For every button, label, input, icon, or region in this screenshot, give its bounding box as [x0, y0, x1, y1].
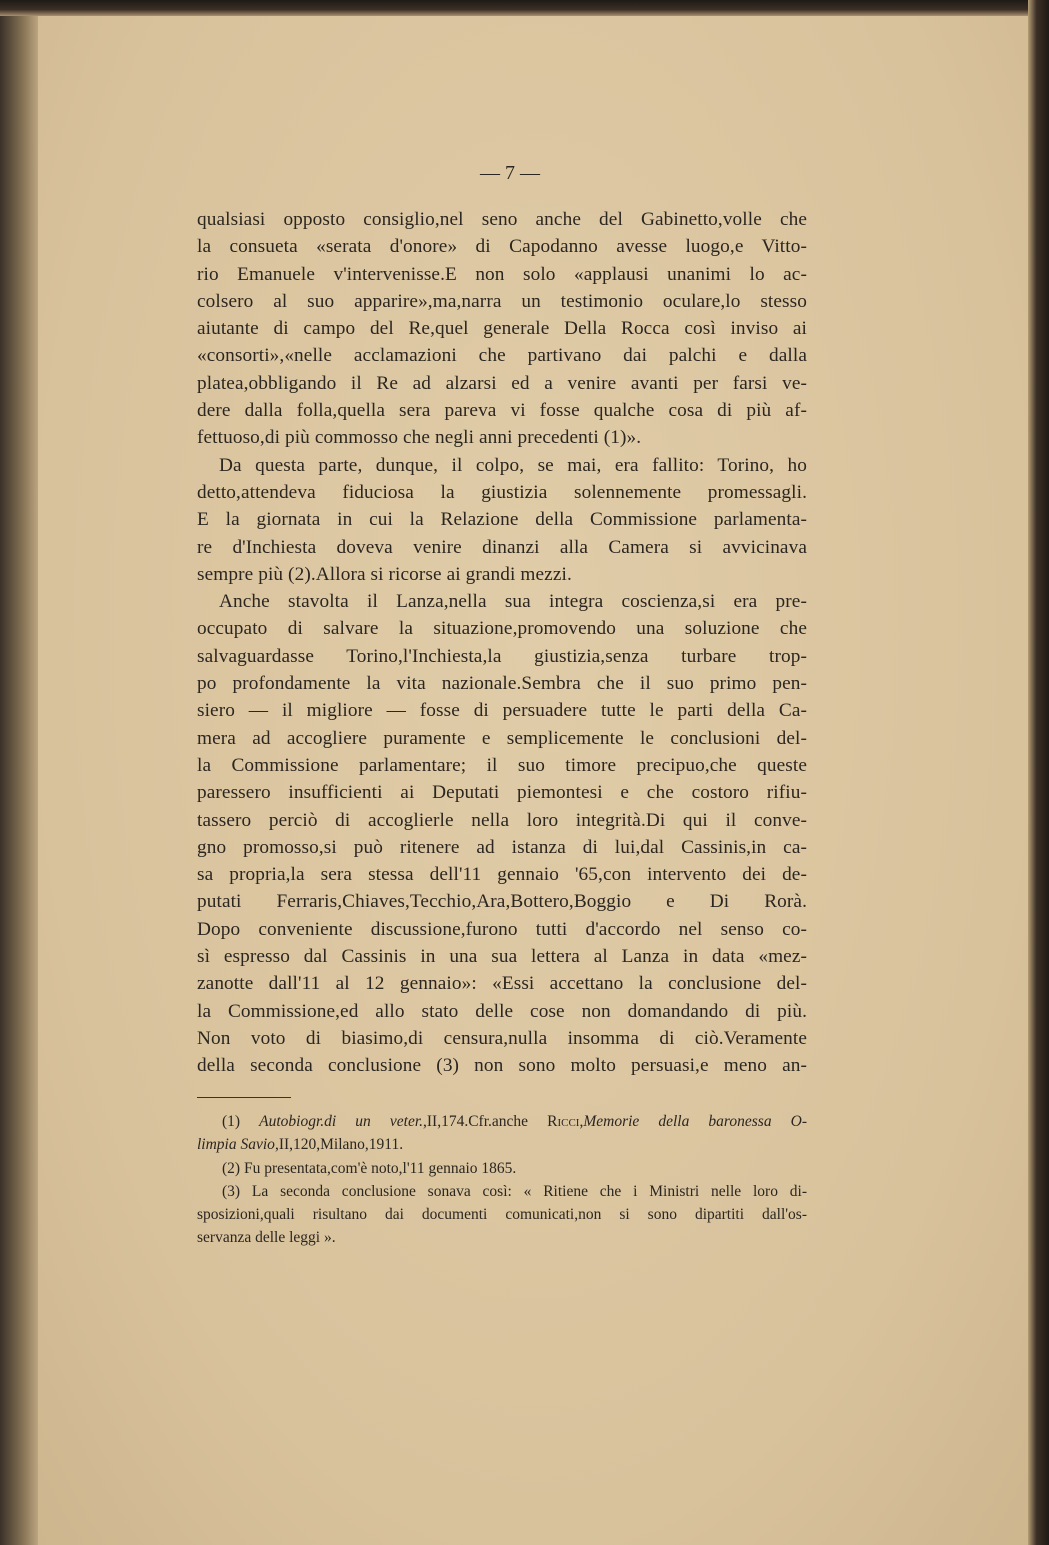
footnote-text: ,II,174.Cfr.anche	[423, 1113, 548, 1130]
footnote-text: ,II,120,Milano,1911.	[274, 1136, 404, 1154]
text-line: fettuoso,di più commosso che negli anni precedenti (1)».	[197, 427, 642, 449]
text-line: «consorti»,«nelle acclamazioni che partivano dai palchi e dalla	[197, 345, 807, 367]
text-line: Da questa parte, dunque, il colpo, se mai, era fallito: Torino, ho	[219, 454, 807, 476]
text-line: mera ad accogliere puramente e semplicemente le conclusioni del-	[197, 727, 807, 749]
footnote-text: ,	[579, 1113, 584, 1130]
text-line: re d'Inchiesta doveva venire dinanzi alla Camera si avvicinava	[197, 536, 807, 558]
text-line: Anche stavolta il Lanza,nella sua integra coscienza,si era pre-	[219, 591, 807, 613]
footnote-3: (3) La seconda conclusione sonava così: « Ritiene che i Ministri nelle loro di-	[222, 1182, 807, 1200]
footnote-author: Ricci	[547, 1113, 580, 1130]
scan-top-edge	[0, 0, 1049, 16]
scan-right-edge	[1028, 0, 1049, 1545]
footnote-title: Memorie della baronessa O-	[583, 1113, 807, 1130]
text-line: tassero perciò di accoglierle nella loro integrità.Di qui il conve-	[197, 809, 807, 831]
text-line: sa propria,la sera stessa dell'11 gennaio '65,con intervento dei de-	[197, 864, 807, 886]
text-line: po profondamente la vita nazionale.Sembra che il suo primo pen-	[197, 673, 807, 695]
text-line: la Commissione parlamentare; il suo timore precipuo,che queste	[197, 754, 807, 776]
footnote-2: (2) Fu presentata,com'è noto,l'11 gennaio 1865.	[222, 1159, 517, 1177]
text-line: sì espresso dal Cassinis in una sua lettera al Lanza in data «mez-	[197, 946, 807, 968]
footnote-1	[197, 1110, 807, 1133]
body-text	[197, 206, 807, 1080]
footnote-3-cont: servanza delle leggi ».	[197, 1229, 336, 1247]
text-line: della seconda conclusione (3) non sono molto persuasi,e meno an-	[197, 1055, 807, 1077]
text-line: platea,obbligando il Re ad alzarsi ed a venire avanti per farsi ve-	[197, 372, 807, 394]
text-line: qualsiasi opposto consiglio,nel seno anche del Gabinetto,volle che	[197, 209, 807, 230]
text-line: dere dalla folla,quella sera pareva vi fosse qualche cosa di più af-	[197, 400, 807, 422]
text-line: Dopo conveniente discussione,furono tutti d'accordo nel senso co-	[197, 918, 807, 940]
text-line: siero — il migliore — fosse di persuadere tutte le parti della Ca-	[197, 700, 807, 722]
text-line: zanotte dall'11 al 12 gennaio»: «Essi accettano la conclusione del-	[197, 973, 807, 995]
text-line: detto,attendeva fiduciosa la giustizia solennemente promessagli.	[197, 481, 807, 503]
footnotes	[197, 1110, 807, 1250]
text-line: rio Emanuele v'intervenisse.E non solo «applausi unanimi lo ac-	[197, 263, 807, 285]
footnote-1-cont	[197, 1133, 807, 1156]
text-line: occupato di salvare la situazione,promovendo una soluzione che	[197, 618, 807, 640]
text-line: salvaguardasse Torino,l'Inchiesta,la giustizia,senza turbare trop-	[197, 645, 807, 667]
footnote-divider	[197, 1097, 291, 1098]
text-line: la consueta «serata d'onore» di Capodanno avesse luogo,e Vitto-	[197, 236, 807, 258]
text-line: sempre più (2).Allora si ricorse ai grandi mezzi.	[197, 563, 572, 585]
footnote-title: Autobiogr.di un veter.	[259, 1113, 424, 1130]
page-number: — 7 —	[480, 162, 540, 184]
scan-left-edge	[0, 0, 40, 1545]
text-line: putati Ferraris,Chiaves,Tecchio,Ara,Bottero,Boggio e Di Rorà.	[197, 891, 807, 913]
footnote-marker: (1)	[222, 1113, 260, 1130]
text-line: E la giornata in cui la Relazione della Commissione parlamenta-	[197, 509, 807, 531]
text-line: la Commissione,ed allo stato delle cose non domandando di più.	[197, 1000, 807, 1022]
text-line: colsero al suo apparire»,ma,narra un testimonio oculare,lo stesso	[197, 290, 807, 312]
text-line: aiutante di campo del Re,quel generale Della Rocca così inviso ai	[197, 318, 807, 340]
text-line: gno promosso,si può ritenere ad istanza di lui,dal Cassinis,in ca-	[197, 836, 807, 858]
text-line: Non voto di biasimo,di censura,nulla insomma di ciò.Veramente	[197, 1027, 807, 1049]
footnote-3-cont: sposizioni,quali risultano dai documenti comunicati,non si sono dipartiti dall'os-	[197, 1206, 807, 1224]
footnote-title: limpia Savio	[197, 1136, 275, 1154]
text-line: paressero insufficienti ai Deputati piemontesi e che costoro rifiu-	[197, 782, 807, 804]
